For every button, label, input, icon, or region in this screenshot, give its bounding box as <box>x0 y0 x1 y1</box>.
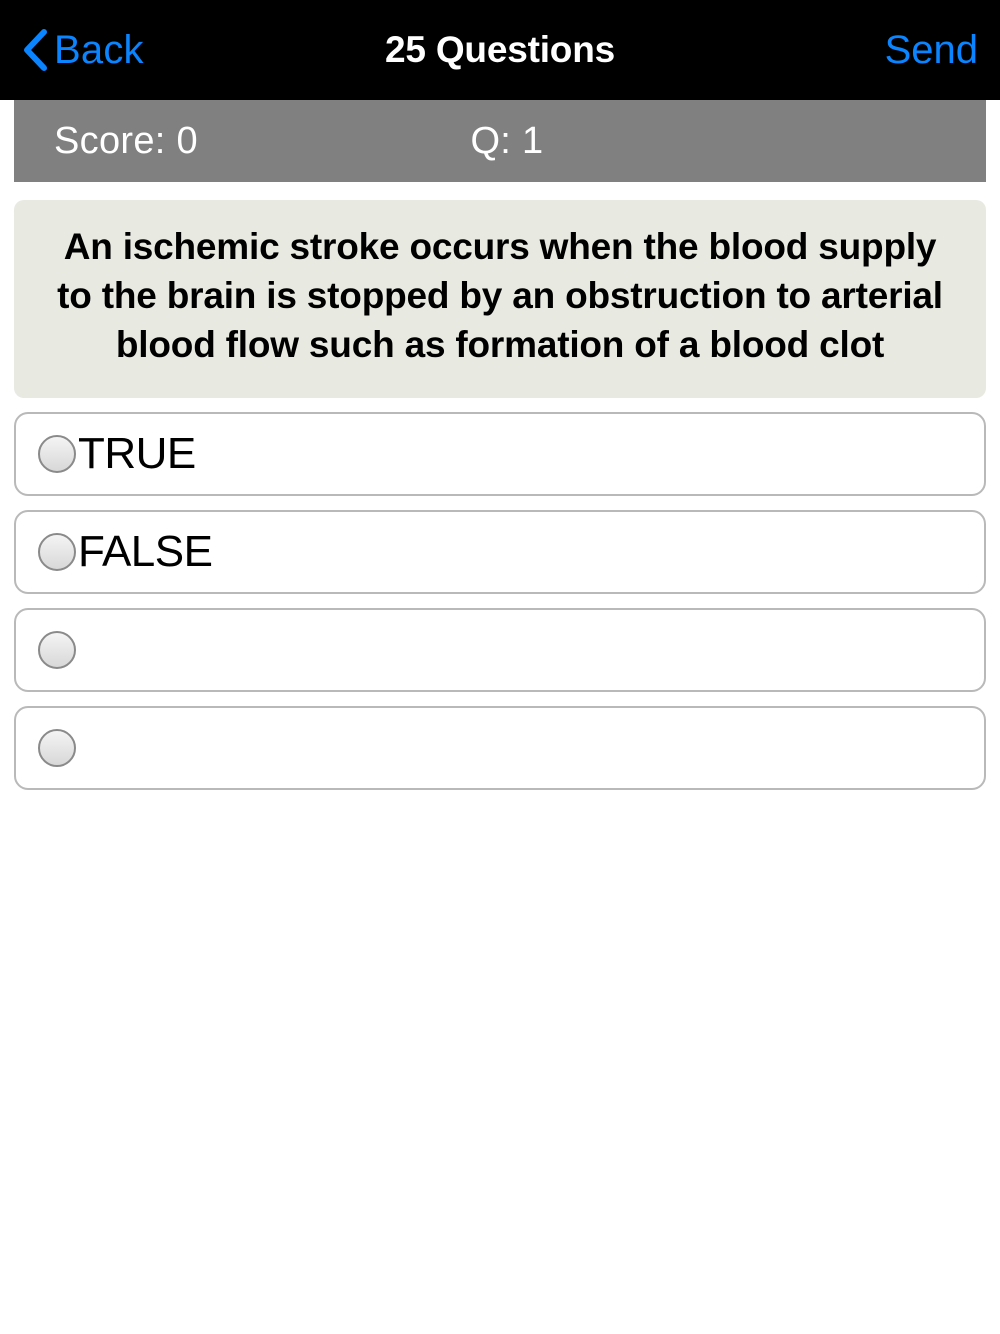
answer-option-2[interactable] <box>14 510 986 594</box>
question-panel <box>14 200 986 398</box>
answer-option-1[interactable] <box>14 412 986 496</box>
navigation-bar <box>0 0 1000 100</box>
answer-option-4[interactable] <box>14 706 986 790</box>
radio-button-icon[interactable] <box>38 533 76 571</box>
answer-options-list <box>14 412 986 790</box>
answer-option-label: FALSE <box>78 526 213 576</box>
navigation-bar-inner <box>22 28 978 73</box>
score-label: Score: 0 <box>54 119 198 162</box>
radio-button-icon[interactable] <box>38 631 76 669</box>
answer-option-label: TRUE <box>78 428 196 478</box>
radio-button-icon[interactable] <box>38 729 76 767</box>
status-strip <box>14 100 986 182</box>
page-title: 25 Questions <box>385 29 615 70</box>
answer-option-3[interactable] <box>14 608 986 692</box>
send-button[interactable]: Send <box>884 27 978 72</box>
back-button[interactable] <box>22 28 144 73</box>
radio-button-icon[interactable] <box>38 435 76 473</box>
back-button-label: Back <box>54 27 144 72</box>
chevron-left-icon <box>22 28 48 72</box>
question-text: An ischemic stroke occurs when the blood supply to the brain is stopped by an obstruction to arterial blood flow such as formation of a blood clot <box>57 226 943 366</box>
question-counter-wrap <box>198 120 946 163</box>
question-counter-label: Q: 1 <box>470 119 544 162</box>
